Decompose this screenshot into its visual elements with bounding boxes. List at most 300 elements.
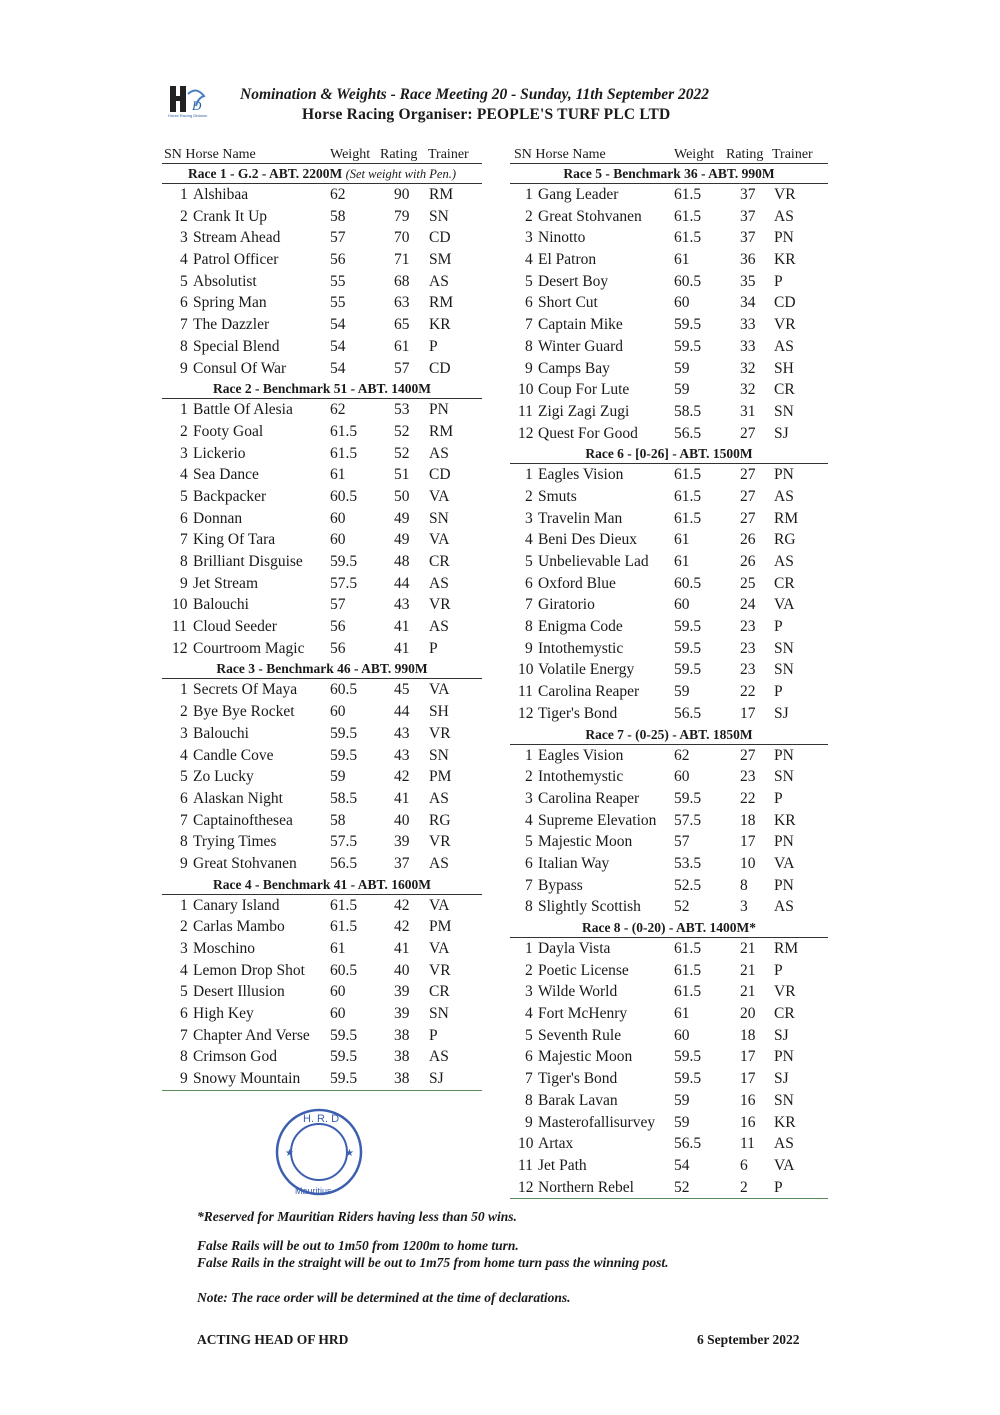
horse-name: Snowy Mountain <box>193 1070 301 1088</box>
entry-row <box>162 616 482 638</box>
weight: 57.5 <box>330 574 358 592</box>
entry-row <box>510 573 828 595</box>
trainer: PN <box>774 229 794 247</box>
rating: 32 <box>740 381 756 399</box>
entry-row <box>510 358 828 380</box>
trainer: PN <box>774 466 794 484</box>
race-header <box>510 164 828 184</box>
horse-name: Jet Path <box>538 1156 587 1174</box>
weight: 59 <box>674 381 690 399</box>
rating: 39 <box>394 983 410 1001</box>
horse-name: Trying Times <box>193 833 277 851</box>
rating: 49 <box>394 509 410 527</box>
weight: 54 <box>330 337 346 355</box>
horse-name: King Of Tara <box>193 531 276 549</box>
weight: 59.5 <box>674 661 702 679</box>
entry-row <box>510 938 828 960</box>
entry-row <box>162 745 482 767</box>
trainer: VA <box>429 487 450 505</box>
horse-name: Tiger's Bond <box>538 1070 618 1088</box>
weight: 60.5 <box>674 574 702 592</box>
stamp-bottom-text: Mauritius <box>295 1186 332 1196</box>
right-race-column <box>510 146 828 1199</box>
horse-name: Unbelievable Lad <box>538 553 649 570</box>
horse-name: Quest For Good <box>538 424 638 442</box>
entry-sn: 2 <box>525 487 533 505</box>
entry-row <box>510 681 828 703</box>
trainer: SN <box>429 1005 449 1023</box>
horse-name: Masterofallisurvey <box>538 1113 656 1131</box>
rating: 49 <box>394 531 410 549</box>
trainer: RM <box>774 940 799 957</box>
horse-name: Secrets Of Maya <box>193 681 298 699</box>
rating: 22 <box>740 789 756 807</box>
weight: 62 <box>330 401 346 419</box>
entry-row <box>510 1068 828 1090</box>
entry-row <box>510 1177 828 1199</box>
rating: 16 <box>740 1113 756 1131</box>
horse-name: Absolutist <box>193 272 257 290</box>
entry-row <box>162 594 482 616</box>
hrd-logo <box>168 82 228 122</box>
race-title: Race 1 - G.2 - ABT. 2200M <box>187 166 343 181</box>
weight: 56 <box>330 639 346 657</box>
entry-sn: 4 <box>180 466 188 484</box>
trainer: SJ <box>774 1026 789 1044</box>
horse-name: Gang Leader <box>538 186 619 203</box>
entry-row <box>162 638 482 660</box>
entry-sn: 2 <box>525 768 533 786</box>
rating: 51 <box>394 466 410 484</box>
entry-sn: 6 <box>525 574 533 592</box>
trainer: VA <box>429 940 450 957</box>
trainer: PM <box>429 918 452 936</box>
rating: 61 <box>394 337 410 355</box>
weight: 57 <box>674 833 690 851</box>
rating: 44 <box>394 574 410 592</box>
horse-name: Desert Boy <box>538 272 609 290</box>
race-title: Race 6 - [0-26] - ABT. 1500M <box>585 446 753 462</box>
entry-row <box>510 529 828 551</box>
trainer: P <box>429 1026 438 1044</box>
weight: 59.5 <box>674 1048 702 1066</box>
trainer: PN <box>429 401 449 419</box>
col-sn-horse: SN Horse Name <box>164 147 256 162</box>
weight: 52 <box>674 898 690 916</box>
horse-name: Desert Illusion <box>193 983 285 1001</box>
trainer: RM <box>429 422 454 440</box>
trainer: AS <box>429 574 449 592</box>
weight: 59.5 <box>330 553 358 570</box>
horse-name: Courtroom Magic <box>193 639 305 657</box>
entry-sn: 3 <box>180 444 188 462</box>
race-title: Race 3 - Benchmark 46 - ABT. 990M <box>216 661 428 677</box>
horse-name: Lickerio <box>193 444 246 462</box>
entry-row <box>510 1025 828 1047</box>
weight: 61.5 <box>674 229 702 247</box>
trainer: SN <box>774 639 794 657</box>
entry-row <box>162 960 482 982</box>
horse-name: Eagles Vision <box>538 466 624 484</box>
entry-row <box>510 206 828 228</box>
horse-name: Moschino <box>193 940 255 957</box>
rating: 6 <box>740 1156 748 1174</box>
horse-name: Majestic Moon <box>538 1048 633 1066</box>
horse-name: Majestic Moon <box>538 833 633 851</box>
rating: 18 <box>740 1026 756 1044</box>
trainer: VR <box>774 186 796 203</box>
horse-name: Spring Man <box>193 294 267 312</box>
race-header <box>510 444 828 464</box>
rating: 2 <box>740 1178 748 1196</box>
horse-name: High Key <box>193 1005 254 1023</box>
entry-sn: 7 <box>180 811 188 829</box>
horse-name: Supreme Elevation <box>538 811 657 829</box>
entry-row <box>162 443 482 465</box>
entry-sn: 10 <box>172 596 188 614</box>
rating: 33 <box>740 316 756 334</box>
horse-name: Battle Of Alesia <box>193 401 293 419</box>
entry-row <box>510 1003 828 1025</box>
trainer: CR <box>774 574 795 592</box>
entry-row <box>162 421 482 443</box>
rating: 35 <box>740 272 756 290</box>
entry-row <box>162 573 482 595</box>
entry-sn: 6 <box>180 294 188 312</box>
entry-sn: 6 <box>525 294 533 312</box>
entry-row <box>162 853 482 875</box>
entry-sn: 11 <box>518 402 533 420</box>
entry-row <box>510 423 828 445</box>
race-header <box>162 875 482 895</box>
weight: 62 <box>674 746 690 764</box>
entry-sn: 10 <box>518 381 534 399</box>
trainer: SN <box>774 1091 794 1109</box>
organiser-title: Horse Racing Organiser: PEOPLE'S TURF PLC LTD <box>302 106 671 123</box>
entry-row <box>510 551 828 573</box>
entry-row <box>162 336 482 358</box>
entry-sn: 5 <box>180 983 188 1001</box>
entry-row <box>510 1155 828 1177</box>
entry-sn: 7 <box>180 531 188 549</box>
entry-row <box>162 831 482 853</box>
trainer: VR <box>429 596 451 614</box>
rating: 43 <box>394 724 410 742</box>
col-rating: Rating <box>726 147 764 162</box>
trainer: SN <box>429 509 449 527</box>
rating: 38 <box>394 1048 410 1066</box>
weight: 59 <box>674 1113 690 1131</box>
horse-name: Brilliant Disguise <box>193 553 303 570</box>
weight: 56.5 <box>674 1135 702 1153</box>
weight: 58 <box>330 811 346 829</box>
rating: 37 <box>740 207 756 225</box>
trainer: RG <box>429 811 451 829</box>
page-title: Nomination & Weights - Race Meeting 20 - Sunday, 11th September 2022 <box>240 86 710 103</box>
entry-row <box>510 788 828 810</box>
rating: 65 <box>394 316 410 334</box>
entry-sn: 1 <box>525 746 533 764</box>
weight: 61.5 <box>330 918 358 936</box>
trainer: AS <box>429 272 449 290</box>
entry-row <box>162 916 482 938</box>
weight: 61.5 <box>674 961 702 979</box>
horse-name: Great Stohvanen <box>538 207 642 225</box>
rating: 23 <box>740 639 756 657</box>
horse-name: Northern Rebel <box>538 1178 634 1196</box>
entry-row <box>510 271 828 293</box>
weight: 59.5 <box>330 1070 358 1088</box>
entry-sn: 5 <box>525 272 533 290</box>
weight: 60 <box>330 531 346 549</box>
race-title: Race 7 - (0-25) - ABT. 1850M <box>585 726 753 742</box>
horse-name: Carolina Reaper <box>538 789 640 807</box>
rating: 3 <box>740 898 748 916</box>
rating: 42 <box>394 768 410 786</box>
column-header <box>162 146 482 164</box>
horse-name: Zo Lucky <box>193 768 254 786</box>
trainer: SN <box>429 207 449 225</box>
weight: 55 <box>330 294 346 312</box>
trainer: SN <box>429 746 449 764</box>
rating: 27 <box>740 466 756 484</box>
horse-name: Volatile Energy <box>538 661 635 679</box>
entry-row <box>162 464 482 486</box>
entry-sn: 4 <box>180 961 188 979</box>
rating: 22 <box>740 683 756 701</box>
race-order-note: Note: The race order will be determined at the time of declarations. <box>197 1290 571 1305</box>
horse-name: Oxford Blue <box>538 574 616 592</box>
left-race-column <box>162 146 482 1091</box>
trainer: CR <box>429 983 450 1001</box>
entry-sn: 8 <box>525 618 533 636</box>
entry-sn: 1 <box>180 186 188 203</box>
entry-row <box>510 853 828 875</box>
horse-name: Barak Lavan <box>538 1091 618 1109</box>
trainer: VA <box>429 681 450 699</box>
horse-name: Alaskan Night <box>193 789 283 807</box>
trainer: KR <box>774 1113 796 1131</box>
rating: 39 <box>394 1005 410 1023</box>
horse-name: El Patron <box>538 251 597 269</box>
trainer: CD <box>429 359 451 377</box>
horse-name: Wilde World <box>538 983 618 1001</box>
weight: 62 <box>330 186 346 203</box>
rails-note-2: False Rails in the straight will be out to 1m75 from home turn pass the winning post. <box>197 1255 669 1270</box>
entry-row <box>510 508 828 530</box>
entry-row <box>510 766 828 788</box>
trainer: CD <box>429 466 451 484</box>
weight: 54 <box>330 359 346 377</box>
entry-row <box>162 1046 482 1068</box>
horse-name: Chapter And Verse <box>193 1026 310 1044</box>
weight: 57.5 <box>330 833 358 851</box>
horse-name: Smuts <box>538 487 577 505</box>
entry-row <box>510 336 828 358</box>
trainer: P <box>774 1178 783 1196</box>
rating: 27 <box>740 746 756 764</box>
entry-sn: 8 <box>180 1048 188 1066</box>
race-header <box>162 659 482 679</box>
horse-name: Coup For Lute <box>538 381 630 399</box>
weight: 61 <box>674 553 690 570</box>
reserved-note: *Reserved for Mauritian Riders having less than 50 wins. <box>197 1209 517 1224</box>
rating: 37 <box>740 229 756 247</box>
trainer: AS <box>429 618 449 636</box>
weight: 59 <box>330 768 346 786</box>
horse-name: Italian Way <box>538 854 610 872</box>
entry-row <box>162 810 482 832</box>
entry-row <box>162 529 482 551</box>
trainer: AS <box>774 207 794 225</box>
trainer: AS <box>774 487 794 505</box>
rating: 10 <box>740 854 756 872</box>
entry-sn: 9 <box>525 359 533 377</box>
entry-row <box>510 1112 828 1134</box>
rating: 52 <box>394 422 410 440</box>
race-header <box>162 164 482 184</box>
weight: 60.5 <box>330 961 358 979</box>
entry-sn: 8 <box>525 898 533 916</box>
race-title: Race 5 - Benchmark 36 - ABT. 990M <box>563 166 775 181</box>
trainer: SJ <box>774 424 789 442</box>
trainer: RG <box>774 531 796 549</box>
trainer: P <box>774 272 783 290</box>
rating: 23 <box>740 768 756 786</box>
horse-name: Stream Ahead <box>193 229 281 247</box>
weight: 52.5 <box>674 876 702 894</box>
trainer: AS <box>774 1135 794 1153</box>
rating: 40 <box>394 961 410 979</box>
rating: 37 <box>394 854 410 872</box>
weight: 60 <box>674 596 690 614</box>
trainer: VR <box>429 961 451 979</box>
trainer: PN <box>774 833 794 851</box>
trainer: SJ <box>774 704 789 722</box>
horse-name: Consul Of War <box>193 359 287 377</box>
rating: 41 <box>394 639 410 657</box>
horse-name: Intothemystic <box>538 639 624 657</box>
entry-sn: 1 <box>525 186 533 203</box>
weight: 55 <box>330 272 346 290</box>
entry-row <box>510 184 828 206</box>
rating: 44 <box>394 703 410 721</box>
entry-sn: 9 <box>180 854 188 872</box>
race-header <box>510 725 828 745</box>
weight: 61.5 <box>330 896 358 914</box>
entry-sn: 11 <box>518 1156 533 1174</box>
trainer: CR <box>429 553 450 570</box>
entry-row <box>510 981 828 1003</box>
entry-row <box>510 1090 828 1112</box>
trainer: RM <box>429 186 454 203</box>
rating: 31 <box>740 402 756 420</box>
rating: 79 <box>394 207 410 225</box>
trainer: CD <box>429 229 451 247</box>
entry-row <box>510 292 828 314</box>
rating: 70 <box>394 229 410 247</box>
entry-sn: 9 <box>180 1070 188 1088</box>
trainer: VR <box>774 316 796 334</box>
rating: 57 <box>394 359 410 377</box>
trainer: P <box>774 683 783 701</box>
weight: 61 <box>330 940 346 957</box>
trainer: SM <box>429 251 452 269</box>
horse-name: Eagles Vision <box>538 746 624 764</box>
entry-row <box>510 314 828 336</box>
entry-sn: 12 <box>518 424 534 442</box>
entry-sn: 5 <box>180 768 188 786</box>
horse-name: Special Blend <box>193 337 280 355</box>
entry-row <box>162 486 482 508</box>
trainer: KR <box>774 251 796 269</box>
horse-name: Great Stohvanen <box>193 854 297 872</box>
rating: 50 <box>394 487 410 505</box>
horse-name: Carlas Mambo <box>193 918 285 936</box>
entry-sn: 9 <box>180 574 188 592</box>
rating: 42 <box>394 918 410 936</box>
weight: 59.5 <box>330 746 358 764</box>
entry-sn: 4 <box>525 531 533 549</box>
trainer: KR <box>774 811 796 829</box>
entry-sn: 8 <box>180 337 188 355</box>
trainer: AS <box>774 553 794 570</box>
horse-name: Canary Island <box>193 896 280 914</box>
entry-row <box>510 464 828 486</box>
trainer: PN <box>774 746 794 764</box>
rating: 71 <box>394 251 410 269</box>
weight: 60 <box>674 1026 690 1044</box>
entry-row <box>162 508 482 530</box>
horse-name: Backpacker <box>193 487 267 505</box>
col-sn-horse: SN Horse Name <box>514 147 606 162</box>
horse-name: Zigi Zagi Zugi <box>538 402 630 420</box>
horse-name: Beni Des Dieux <box>538 531 638 549</box>
weight: 57 <box>330 596 346 614</box>
weight: 61.5 <box>674 940 702 957</box>
entry-sn: 4 <box>180 746 188 764</box>
entry-sn: 3 <box>180 940 188 957</box>
trainer: SN <box>774 661 794 679</box>
entry-row <box>510 960 828 982</box>
entry-sn: 2 <box>180 918 188 936</box>
column-header <box>510 146 828 164</box>
entry-sn: 5 <box>180 487 188 505</box>
entry-row <box>510 594 828 616</box>
horse-name: Patrol Officer <box>193 251 279 269</box>
entry-sn: 2 <box>180 422 188 440</box>
document-date: 6 September 2022 <box>697 1332 800 1347</box>
weight: 59 <box>674 1091 690 1109</box>
weight: 56 <box>330 618 346 636</box>
trainer: SH <box>429 703 449 721</box>
weight: 60 <box>330 509 346 527</box>
rating: 45 <box>394 681 410 699</box>
col-weight: Weight <box>674 147 715 162</box>
entry-row <box>162 314 482 336</box>
trainer: RM <box>774 509 799 527</box>
horse-name: Dayla Vista <box>538 940 611 957</box>
entry-row <box>510 810 828 832</box>
weight: 59.5 <box>674 337 702 355</box>
race-title: Race 2 - Benchmark 51 - ABT. 1400M <box>213 381 431 397</box>
rating: 17 <box>740 704 756 722</box>
weight: 56.5 <box>674 704 702 722</box>
trainer: VR <box>429 724 451 742</box>
rating: 43 <box>394 746 410 764</box>
entry-row <box>510 249 828 271</box>
entry-row <box>162 701 482 723</box>
